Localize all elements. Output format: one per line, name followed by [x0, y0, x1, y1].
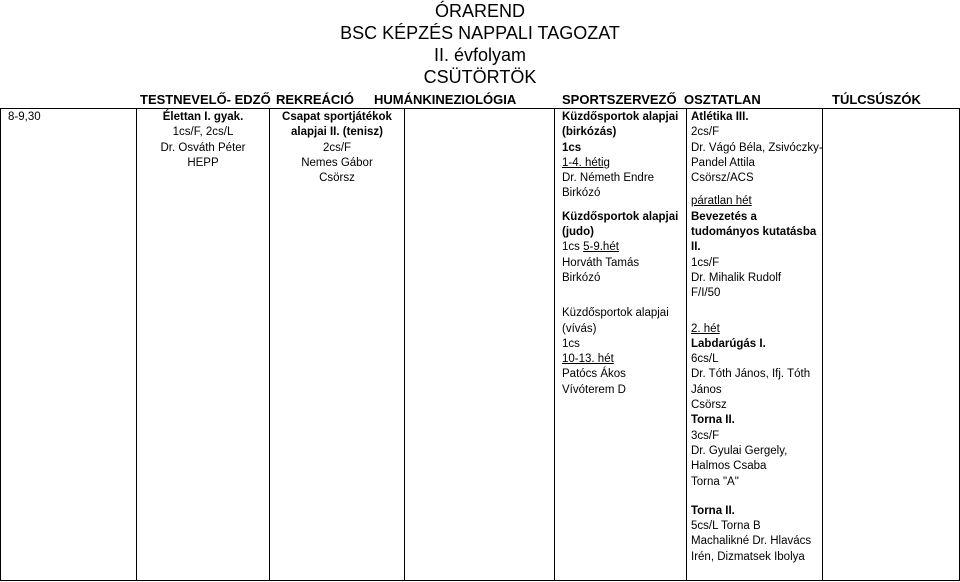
rekreacio-course-cont: alapjai II. (tenisz): [290, 126, 384, 139]
kutatas-teacher: Dr. Mihalik Rudolf: [691, 271, 782, 284]
edzo-room: HEPP: [187, 156, 219, 169]
rekreacio-cell: [270, 110, 404, 186]
column-divider: [404, 108, 405, 581]
column-header-osztatlan: OSZTATLAN: [684, 92, 761, 107]
title-line-3: II. évfolyam: [433, 45, 527, 65]
judo-block: [562, 210, 678, 286]
rekreacio-teacher: Nemes Gábor: [301, 156, 373, 169]
column-header-rekreacio: REKREÁCIÓ: [276, 92, 355, 107]
torna-b-code-room: 5cs/L Torna B: [691, 520, 761, 533]
vivas-course: Küzdősportok alapjai: [562, 307, 669, 320]
birkozas-course: Küzdősportok alapjai: [562, 111, 679, 123]
column-header-edzo: TESTNEVELŐ- EDZŐ: [140, 92, 271, 107]
sportszervezo-cell: [562, 110, 678, 398]
kutatas-code: 1cs/F: [691, 256, 720, 269]
rekreacio-code: 2cs/F: [322, 141, 352, 154]
column-header-humankineziologia: HUMÁNKINEZIOLÓGIA: [374, 92, 517, 107]
kutatas-course-cont: tudományos kutatásba: [691, 226, 817, 239]
title-line-2: BSC KÉPZÉS NAPPALI TAGOZAT: [340, 23, 620, 43]
torna-a-room: Torna "A": [691, 475, 739, 488]
column-header-sportszervezo: SPORTSZERVEZŐ: [562, 92, 677, 107]
labdarugas-course: Labdarúgás I.: [691, 337, 766, 350]
birkozas-week: 1-4. hétig: [562, 156, 610, 169]
torna-b-teacher-cont: Irén, Dizmatsek Ibolya: [691, 550, 805, 563]
labdarugas-teacher: Dr. Tóth János, Ifj. Tóth: [691, 368, 811, 381]
title-line-1: ÓRAREND: [434, 1, 525, 21]
torna-a-course: Torna II.: [691, 414, 735, 427]
rekreacio-course: Csapat sportjátékok: [282, 111, 392, 123]
judo-code: 1cs: [562, 241, 580, 254]
column-header-tulcsuszok: TÚLCSÚSZÓK: [832, 92, 921, 107]
atletika-teacher-cont: Pandel Attila: [691, 156, 755, 169]
judo-course: Küzdősportok alapjai: [562, 210, 679, 223]
edzo-cell: [137, 110, 269, 171]
judo-code-week: [562, 240, 678, 255]
birkozas-room: Birkózó: [562, 187, 601, 200]
atletika-code: 2cs/F: [691, 126, 720, 139]
judo-room: Birkózó: [562, 271, 601, 284]
table-left-border: [0, 108, 1, 581]
header-divider: [0, 108, 960, 109]
torna-a-block: [691, 413, 823, 489]
vivas-course-cont: (vívás): [562, 322, 597, 335]
torna-b-teacher: Machalikné Dr. Hlavács: [691, 535, 812, 548]
column-divider: [136, 108, 137, 581]
column-divider: [686, 108, 687, 581]
kutatas-room: F/I/50: [691, 287, 721, 300]
atletika-teacher: Dr. Vágó Béla, Zsivóczky-: [691, 141, 823, 154]
birkozas-course-cont: (birkózás): [562, 126, 617, 139]
labdarugas-block: [691, 322, 823, 414]
labdarugas-room: Csörsz: [691, 399, 727, 412]
torna-a-teacher: Dr. Gyulai Gergely,: [691, 444, 788, 457]
kutatas-block: [691, 194, 823, 301]
torna-b-course: Torna II.: [691, 504, 735, 517]
edzo-code: 1cs/F, 2cs/L: [172, 126, 234, 139]
torna-a-code: 3cs/F: [691, 429, 720, 442]
edzo-course: Élettan I. gyak.: [162, 111, 244, 123]
kutatas-week: páratlan hét: [691, 195, 752, 208]
time-slot: 8-9,30: [8, 111, 41, 123]
labdarugas-week: 2. hét: [691, 322, 720, 335]
atletika-room: Csörsz/ACS: [691, 172, 754, 185]
birkozas-code: 1cs: [562, 141, 582, 154]
edzo-teacher: Dr. Osváth Péter: [160, 141, 246, 154]
labdarugas-teacher-cont: János: [691, 383, 722, 396]
table-bottom-border: [0, 580, 960, 581]
vivas-code: 1cs: [562, 337, 580, 350]
kutatas-course: Bevezetés a: [691, 210, 757, 223]
torna-a-teacher-cont: Halmos Csaba: [691, 460, 767, 473]
atletika-course: Atlétika III.: [691, 111, 749, 123]
judo-week: 5-9.hét: [583, 241, 619, 254]
torna-b-block: [691, 504, 823, 565]
osztatlan-cell: [691, 110, 823, 565]
atletika-block: [691, 110, 823, 186]
kutatas-course-cont-2: II.: [691, 241, 701, 254]
labdarugas-code: 6cs/L: [691, 353, 719, 366]
birkozas-block: [562, 110, 678, 202]
vivas-room: Vívóterem D: [562, 383, 626, 396]
vivas-block: [562, 306, 678, 398]
column-divider: [554, 108, 555, 581]
judo-course-cont: (judo): [562, 226, 594, 239]
rekreacio-room: Csörsz: [319, 172, 355, 185]
vivas-teacher: Patócs Ákos: [562, 368, 626, 381]
vivas-week: 10-13. hét: [562, 353, 614, 366]
title-line-4: CSÜTÖRTÖK: [423, 67, 537, 87]
judo-teacher: Horváth Tamás: [562, 256, 640, 269]
birkozas-teacher: Dr. Németh Endre: [562, 172, 655, 185]
